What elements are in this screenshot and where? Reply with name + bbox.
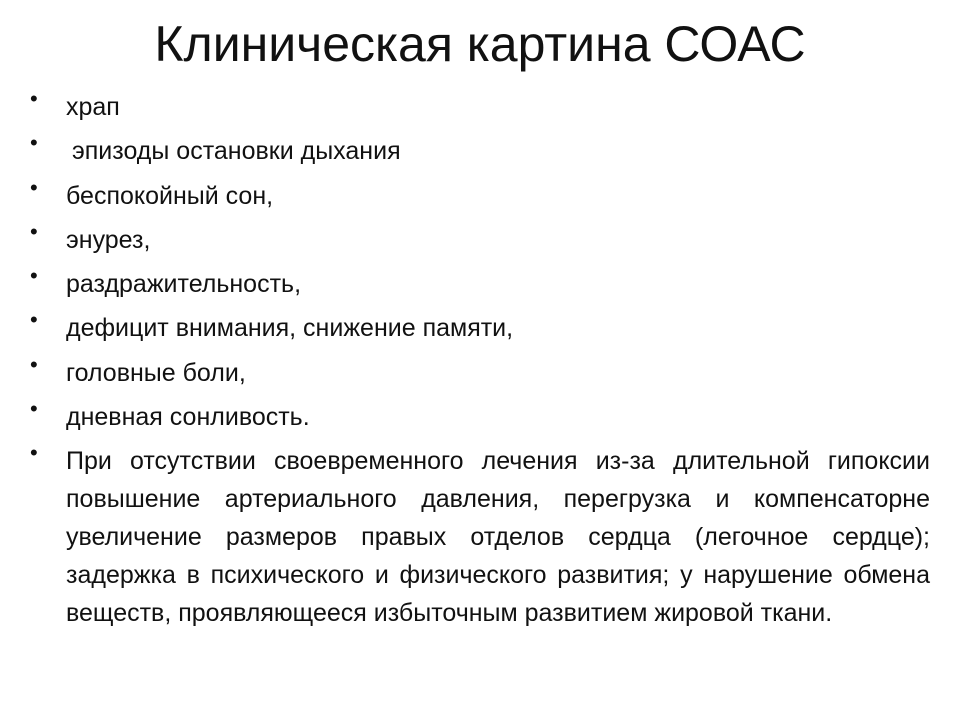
list-item — [30, 442, 930, 632]
slide-title: Клиническая картина СОАС — [154, 16, 806, 72]
list-item — [30, 130, 930, 166]
bullet-icon: • — [30, 440, 38, 466]
bullet-text: При отсутствии своевременного лечения из-за длительной гипоксии повышение артериального давления, перегрузка и компенсаторне увеличение размеров правых отделов сердца (легочное сердце); задержка в психического и физического развития; у нарушение обмена веществ, проявляющееся избыточным развитием жировой ткани. — [66, 447, 930, 628]
bullet-icon: • — [30, 396, 38, 422]
list-item — [30, 263, 930, 299]
bullet-text: головные боли, — [66, 358, 246, 387]
list-item — [30, 396, 930, 432]
bullet-text: дефицит внимания, снижение памяти, — [66, 314, 514, 343]
bullet-text: раздражительность, — [66, 270, 302, 299]
bullet-text: эпизоды остановки дыхания — [72, 137, 401, 166]
bullet-icon: • — [30, 218, 38, 244]
bullet-icon: • — [30, 307, 38, 333]
bullet-text: беспокойный сон, — [66, 181, 274, 210]
list-item — [30, 86, 930, 122]
bullet-icon: • — [30, 130, 38, 156]
bullet-icon: • — [30, 351, 38, 377]
bullet-icon: • — [30, 174, 38, 200]
list-item — [30, 307, 930, 343]
bullet-icon: • — [30, 263, 38, 289]
list-item — [30, 218, 930, 255]
list-item — [30, 174, 930, 211]
bullet-text: храп — [66, 93, 120, 121]
bullet-text: дневная сонливость. — [66, 403, 310, 432]
bullet-list — [30, 86, 930, 647]
list-item — [30, 351, 930, 388]
bullet-icon: • — [30, 86, 38, 111]
bullet-text: энурез, — [66, 225, 151, 254]
